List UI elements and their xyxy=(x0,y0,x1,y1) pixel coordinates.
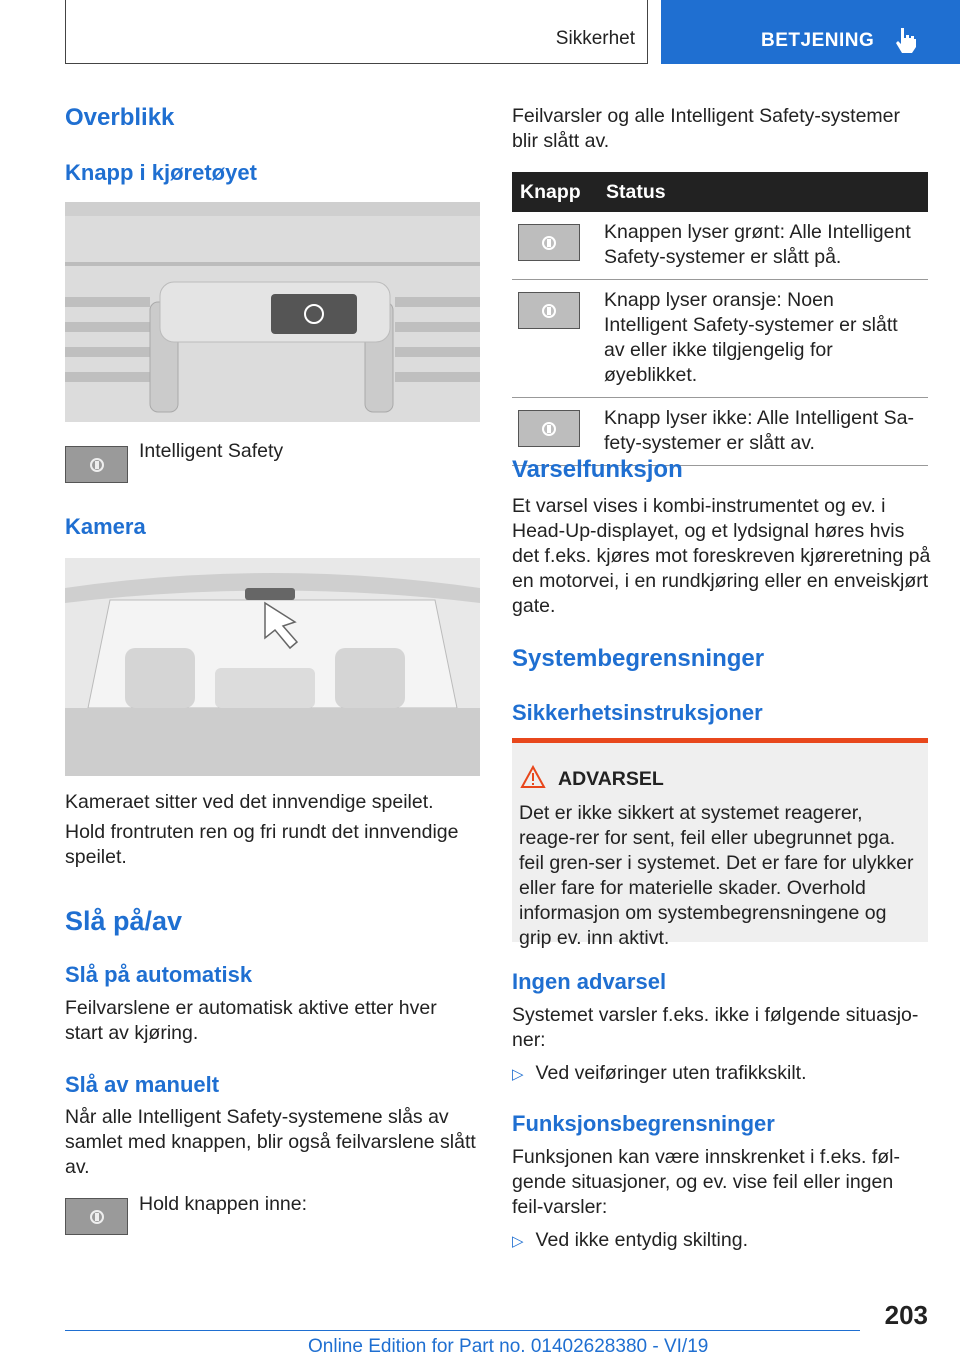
intro-text: Feilvarsler og alle Intelligent Safety-systemer blir slått av. xyxy=(512,105,900,152)
warning-function-text: Et varsel vises i kombi-instrumentet og ev. i Head-Up-displayet, og et lydsignal høres hvis det f.eks. kjøres mot foreskreven kjøreretning på en motorvei, i en rundkjøring eller en enveiskjørt gate. xyxy=(512,495,931,617)
triangle-bullet-icon: ▷ xyxy=(512,1066,524,1083)
function-limits-text: Funksjonen kan være innskrenket i f.eks. føl-gende situasjoner, og ev. vise feil eller ingen feil-varsler: xyxy=(512,1146,900,1218)
column-header-button: Knapp xyxy=(512,172,598,212)
table-row xyxy=(512,280,928,398)
chapter-tab[interactable] xyxy=(661,0,960,64)
button-green-icon xyxy=(518,224,580,261)
section-heading-button: Knapp i kjøretøyet xyxy=(65,160,257,185)
column-header-status: Status xyxy=(598,172,928,212)
intelligent-safety-button-icon xyxy=(65,446,128,483)
warning-text: Det er ikke sikkert at systemet reagerer, reage-rer for sent, feil eller ubegrunnet pga. feil gren-ser i systemet. Det er fare for ulykker eller fare for materielle skader. Overhold informasjon om systembegrensningene og grip ev. inn aktivt. xyxy=(519,802,914,949)
warning-triangle-icon xyxy=(520,765,546,794)
list-item-text: Ved ikke entydig skilting. xyxy=(535,1229,748,1251)
list-item xyxy=(512,1061,928,1087)
warning-box xyxy=(512,738,928,949)
button-orange-icon xyxy=(518,292,580,329)
dashboard-button-photo xyxy=(65,202,480,422)
status-cell: Knapp lyser ikke: Alle Intelligent Sa-fety-systemer er slått av. xyxy=(598,398,928,466)
table-row xyxy=(512,212,928,280)
footer-divider xyxy=(65,1330,860,1331)
section-title: Sikkerhet xyxy=(555,28,635,49)
icon-label: Intelligent Safety xyxy=(139,440,284,462)
camera-text-2: Hold frontruten ren og fri rundt det innvendige speilet. xyxy=(65,821,459,868)
triangle-bullet-icon: ▷ xyxy=(512,1233,524,1250)
section-heading-onoff: Slå på/av xyxy=(65,906,183,936)
warning-label: ADVARSEL xyxy=(558,768,664,790)
manual-text: Når alle Intelligent Safety-systemene slås av samlet med knappen, blir også feilvarslene slått av. xyxy=(65,1106,476,1178)
intelligent-safety-button-icon xyxy=(65,1198,128,1235)
subheading-function-limits: Funksjonsbegrensninger xyxy=(512,1111,775,1136)
auto-text: Feilvarslene er automatisk aktive etter hver start av kjøring. xyxy=(65,997,437,1044)
camera-text-1: Kameraet sitter ved det innvendige speilet. xyxy=(65,791,434,813)
no-warning-text: Systemet varsler f.eks. ikke i følgende situasjo-ner: xyxy=(512,1004,919,1051)
camera-photo xyxy=(65,558,480,776)
chapter-tab-label: BETJENING xyxy=(761,30,875,51)
subheading-auto: Slå på automatisk xyxy=(65,962,253,987)
subheading-safety: Sikkerhetsinstruksjoner xyxy=(512,700,763,725)
edition-text: Online Edition for Part no. 01402628380 - VI/19 xyxy=(308,1336,709,1357)
status-cell: Knappen lyser grønt: Alle Intelligent Safety-systemer er slått på. xyxy=(598,212,928,280)
section-heading-camera: Kamera xyxy=(65,514,146,539)
page-title: Overblikk xyxy=(65,104,175,131)
page-number: 203 xyxy=(884,1300,928,1330)
section-heading-warning-function: Varselfunksjon xyxy=(512,456,683,483)
button-off-icon xyxy=(518,410,580,447)
status-table xyxy=(512,172,928,466)
hand-pointer-icon xyxy=(893,26,919,59)
subheading-no-warning: Ingen advarsel xyxy=(512,969,667,994)
section-heading-limits: Systembegrensninger xyxy=(512,645,765,672)
list-item xyxy=(512,1228,928,1254)
status-cell: Knapp lyser oransje: Noen Intelligent Safety-systemer er slått av eller ikke tilgjengelig for øyeblikket. xyxy=(598,280,928,398)
subheading-manual: Slå av manuelt xyxy=(65,1072,220,1097)
hold-text: Hold knappen inne: xyxy=(139,1193,308,1215)
list-item-text: Ved veiføringer uten trafikkskilt. xyxy=(535,1062,807,1084)
